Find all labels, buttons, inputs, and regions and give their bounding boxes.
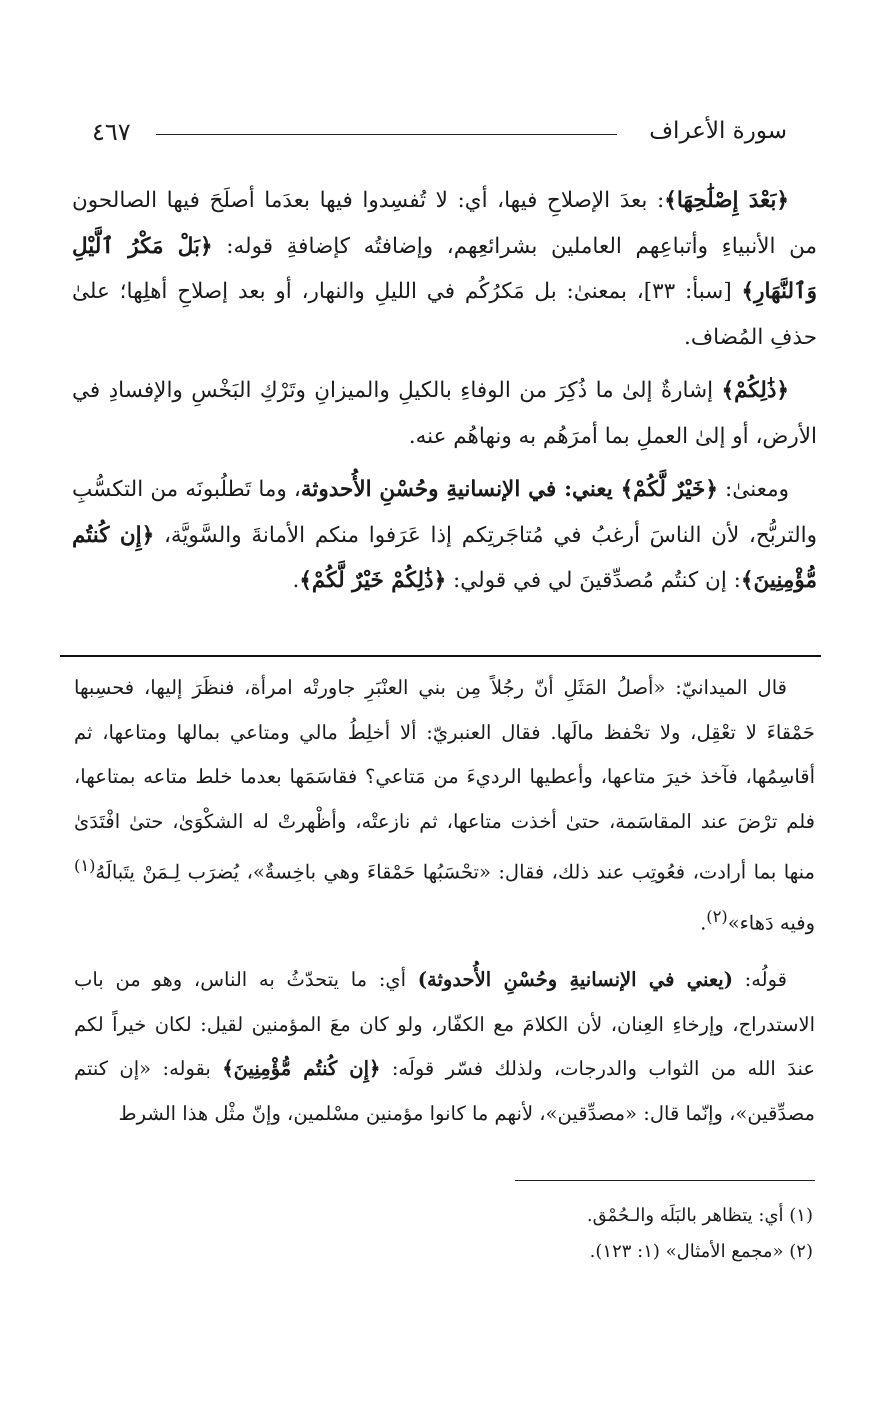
- text-run: بقوله: «إن كنتم مصدِّقين»، وإنّما قال: «مصدِّقين»، لأنهم ما كانوا مؤمنين مسْلمين، وإنّ مثْل هذا الشرط: [74, 1057, 815, 1125]
- footnote: (١) أي: يتظاهر بالبَلَه والـحُمْق.: [586, 1205, 813, 1226]
- paragraph: [74, 666, 815, 946]
- footnote: (٢) «مجمع الأمثال» (١: ١٢٣).: [589, 1241, 813, 1262]
- quran-quote: ﴿خَيْرٌ لَّكُمْ﴾: [620, 477, 718, 502]
- text-run: وفيه دَهاء»: [727, 911, 815, 935]
- text-run: .: [700, 911, 707, 935]
- quran-quote: ﴿إِن كُنتُم مُّؤْمِنِينَ﴾: [72, 522, 817, 593]
- section-divider: [60, 655, 821, 657]
- quran-quote: ﴿ذَٰلِكُمْ﴾: [721, 378, 789, 403]
- quran-quote: ﴿بَلْ مَكْرُ ٱلَّيْلِ وَٱلنَّهَارِ﴾: [72, 233, 817, 304]
- header-rule: [156, 134, 617, 135]
- quran-quote: ﴿ذَٰلِكُمْ خَيْرٌ لَّكُمْ﴾: [299, 568, 447, 593]
- bold-phrase: (يعني في الإنسانيةِ وحُسْنِ الأُحدوثة): [417, 968, 733, 991]
- footnote-ref: (٢): [706, 907, 728, 926]
- quran-quote: ﴿بَعْدَ إِصْلَٰحِهَا﴾: [664, 188, 789, 213]
- text-run: .: [292, 568, 300, 593]
- text-run: ، وما تَطلُبونَه من التكسُّبِ والتربُّح، لأن الناسَ أرغبُ في مُتاجَرتِكم إذا عَرَفوا منكم الأمانةَ والسَّويَّة،: [72, 477, 817, 548]
- commentary: [74, 666, 815, 1136]
- paragraph: [72, 178, 817, 360]
- page-number: ٤٦٧: [92, 118, 131, 146]
- surah-title: سورة الأعراف: [649, 118, 787, 144]
- text-run: : بعدَ الإصلاحِ فيها، أي: لا تُفسِدوا فيها بعدَما أصلَحَ فيها الصالحون من الأنبياءِ وأتباعِهم العاملين بشرائعِهم، وإضافتُه كإضافةِ قوله:: [72, 188, 817, 259]
- main-text: [72, 178, 817, 604]
- paragraph: [74, 958, 815, 1136]
- quran-quote: ﴿إِن كُنتُم مُّؤْمِنِينَ﴾: [222, 1057, 381, 1080]
- footnotes: [200, 1198, 813, 1270]
- text-run: [سبأ: ٣٣]، بمعنىٰ: بل مَكرُكُم في الليلِ والنهار، أو بعد إصلاحِ أهلِها؛ علىٰ حذفِ المُضاف.: [72, 279, 817, 350]
- text-run: ومعنىٰ:: [717, 477, 789, 502]
- text-run: قولُه:: [732, 968, 787, 991]
- page-header: [92, 112, 787, 156]
- footnote-rule: [515, 1180, 815, 1181]
- paragraph: [72, 467, 817, 604]
- text-run: أي: ما يتحدّثُ به الناس، وهو من باب الاستدراج، وإرخاءِ العِنان، لأن الكلامَ مع الكفّار، ولو كان معَ المؤمنين لقيل: لكان خيراً لكم عندَ الله من الثواب والدرجات، ولذلك فسّر قولَه:: [74, 968, 815, 1080]
- text-run: : إن كنتُم مُصدِّقينَ لي في قولي:: [446, 568, 741, 593]
- text-run: إشارةٌ إلىٰ ما ذُكِرَ من الوفاءِ بالكيلِ والميزانِ وتَرْكِ البَخْسِ والإفسادِ في الأرض، أو إلىٰ العملِ بما أمرَهُم به ونهاهُم عنه.: [72, 378, 817, 449]
- text-run: قال الميدانيّ: «أصلُ المَثَلِ أنّ رجُلاً مِن بني العنْبَرِ جاورتْه امرأة، فنظَرَ إليها، فحسِبها حَمْقاءَ لا تعْقِل، ولا تحْفظ مالَها. فقال العنبريّ: ألا أخلِطُ مالي ومتاعي بمالها ومتاعها، ثم أقاسِمُها، فآخذ خيرَ متاعها، وأعطيها الرديءَ من مَتاعي؟ فقاسَمَها بعدما خلط متاعه بمتاعها، فلم ترْضَ عند المقاسَمة، حتىٰ أخذت متاعها، ثم نازعتْه، وأظْهرتْ له الشكْوَىٰ، حتىٰ افْتَدَىٰ منها بما أرادت، فعُوتِب عند ذلك، فقال: «تحْسَبُها حَمْقاءَ وهي باخِسةٌ»، يُضرَب لِـمَنْ يتَبالَهُ: [74, 676, 815, 884]
- paragraph: [72, 368, 817, 459]
- bold-phrase: يعني: في الإنسانيةِ وحُسْنِ الأُحدوثة: [300, 477, 621, 502]
- footnote-ref: (١): [74, 856, 96, 875]
